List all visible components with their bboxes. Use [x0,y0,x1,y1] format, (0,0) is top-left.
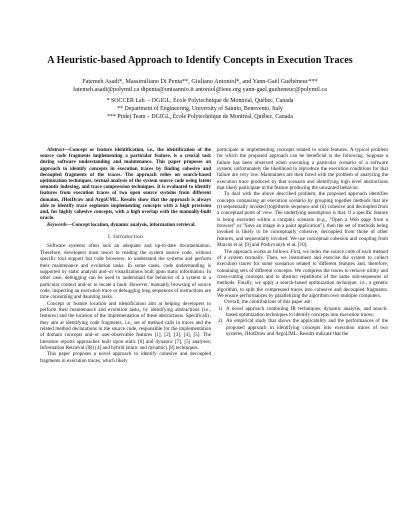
author-block [0,78,400,94]
affiliations [0,97,400,121]
abstract-text: —Concept or feature identification, i.e., the identification of the source code fragments implementing a particular feature, is a crucial task during software understanding and maintenance. This paper proposes an approach to identify concepts in execution traces by finding cohesive and decoupled fragments of the traces. The approach relies on search-based optimization techniques, textual analysis of the system source code using latent semantic indexing, and trace compression techniques. It is evaluated to identify features from execution traces of two open source systems from different domains, JHotDraw and ArgoUML. Results show that the approach is always able to identify trace segments implementing concepts with a high precision and, for highly cohesive concepts, with a high overlap with the manually-built oracle. [40,148,211,222]
abstract-label: Abstract [47,148,65,153]
abstract [40,148,211,222]
section-heading-introduction: I. Introduction [107,234,144,241]
body-paragraph-2: To deal with the above described problem, the proposed approach identifies concepts composing an execution scenario by grouping together methods that are (i) sequentially invoked (togetherin sequence and (ii) cohesive and decoupled from a conceptual point of view. The underlying assumption is that, if a specific feature is being executed within a complex scenario (e.g., "Open a Web page from a browser" or "Save an image in a paint application"), then the set of methods being invoked is likely to be conceptually cohesive, decoupled from those of other features, and sequentially invoked. We use conceptual cohesion and coupling from Marcus et al. [9] and Poshyvanyk et al. [10]. [217,191,388,249]
intro-paragraph-1: Software systems often lack an adequate and up-to-date documentation. Therefore, developers must resort to reading the system source code, without specific tool support but code browsers, to understand the systems and perform their maintenance and evolution tasks. In some cases, code understanding is supported by static analysis and–or visualizations built upon static information. In other case, debugging can be used to understand the behavior of a system in a particular context and–or to locate a fault. However, manually browsing of source code, inspecting an execution trace or debugging long sequences of instructions are time consuming and daunting tasks. [40,243,211,301]
keywords-label: Keywords [47,222,67,228]
affiliation-2: ** Department of Engineering, University of Sannio, Benevento, Italy [117,106,283,112]
keywords [40,223,211,229]
list-item [217,306,388,319]
intro-paragraph-3: This paper proposes a novel approach to identify cohesive and decoupled fragments in execution traces, which likely [40,351,211,364]
author-names: Fatemeh Asadi*, Massimiliano Di Penta**, Giuliano Antoniol*, and Yann-Gaël Guéhéneuc*** [82,78,318,85]
body-paragraph-4: Overall, the contributions of this paper are: [224,299,312,306]
list-item-text: An empirical study that shows the applicability and the performances of the proposed approach in identifying concepts into execution traces of two systems, JHotDraw and ArgoUML. Results indicate that the [226,318,388,337]
list-item-number: 1) [218,305,223,312]
intro-paragraph-2: Concept or feature location and identification aim at helping developers to perform their maintenance and evolution tasks, by identifying abstractions (i.e., features) and the location of the implementation of these abstractions. Specifically, they aim at identifying code fragments, i.e., set of method calls in traces and the related method declarations in the source code, responsible for the implementation of domain concepts and–or user-observable features [1], [2], [3], [4], [5]. The literature reports approaches built upon static [6] and dynamic [7], [5] analyses; Information Retrieval (IR) [4] and hybrid (static and dynamic) [8] techniques. [40,300,211,351]
list-item-text: A novel approach combining IR techniques, dynamic analysis, and search-based optimization techniques to identify concepts into execution traces; [226,305,388,318]
affiliation-1: * SOCCER Lab. – DGIGL, École Polytechnique de Montréal, Québec, Canada [106,98,294,104]
affiliation-3: *** Ptidej Team – DGIGL, École Polytechnique de Montréal, Québec, Canada [107,114,293,120]
list-item [217,318,388,337]
paper-title: A Heuristic-based Approach to Identify Concepts in Execution Traces [47,55,353,66]
left-column [40,148,211,364]
keywords-text: —Concept location, dynamic analysis, information retrieval. [67,222,196,228]
body-paragraph-3: The approach works as follows. First, we index the source code of each method of a system textually. Then, we instrument and exercise the system to collect execution traces for some scenarios related to different features and, therefore, containing sets of different concepts. We compress the traces to remove utility and cross-cutting concepts and to abstract repetitions of the same sub-sequences of methods. Finally, we apply a search-based optimization technique, i.e., a genetic algorithm, to split the compressed traces into cohesive and decoupled fragments. We ensure performances by parallelizing the algorithm over multiple computers. [217,248,388,299]
list-item-number: 2) [218,318,223,325]
right-column [217,147,388,337]
contributions-list [217,306,388,338]
author-emails: fatemeh.asadi@polymtl.ca dipenta@unisannio.it antoniol@ieee.org yann-gael.gueheneuc@polymtl.ca [73,86,327,93]
body-paragraph-1: participate in implementing concepts related to some features. A typical problem for which the proposed approach can be beneficial is the following. Suppose a failure has been observed when executing a particular scenario of a software system; unfortunately the likelihood to reproduce the execution conditions for that failure are very low. Maintainers are then faced with the problem of analyzing the execution trace produced by that scenario and identifying high level abstractions that likely participate in the feature producing the unwanted behavior. [217,147,388,192]
